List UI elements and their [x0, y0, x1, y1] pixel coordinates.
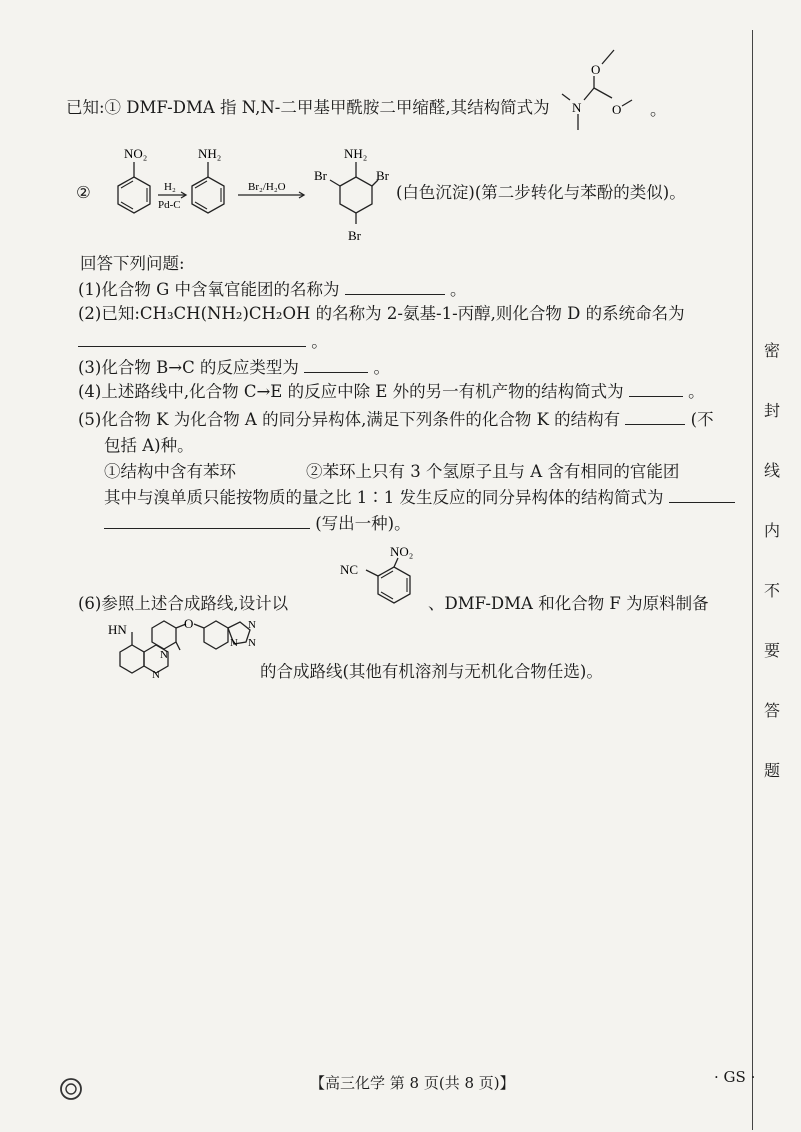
q5-text: (5)化合物 K 为化合物 A 的同分异构体,满足下列条件的化合物 K 的结构有	[78, 410, 621, 429]
question-2-line-2	[78, 332, 328, 352]
tribromo-br-left: Br	[314, 168, 327, 183]
margin-char-7: 答	[764, 701, 781, 720]
reagent-h2: H₂	[164, 181, 176, 193]
tribromo-br-bottom: Br	[348, 228, 361, 243]
q6-target-n2: N	[152, 669, 160, 681]
q6-target-n3: N	[230, 637, 238, 649]
q5-line-4	[104, 488, 735, 508]
question-5	[78, 410, 714, 430]
q6-text-b: 、DMF-DMA 和化合物 F 为原料制备	[428, 594, 709, 613]
q2-end: 。	[311, 332, 328, 351]
margin-char-5: 不	[764, 581, 781, 600]
q1-text: (1)化合物 G 中含氧官能团的名称为	[78, 280, 340, 299]
q5-line-2: 包括 A)种。	[104, 436, 194, 455]
page-footer: 【高三化学 第 8 页(共 8 页)】	[310, 1074, 515, 1092]
q6-target-n1: N	[160, 649, 168, 661]
known-text: 已知:① DMF-DMA 指 N,N-二甲基甲酰胺二甲缩醛,其结构简式为	[66, 98, 550, 117]
q6-text-a: (6)参照上述合成路线,设计以	[78, 594, 289, 613]
dmfdma-o-right: O	[612, 102, 622, 117]
rxn2-note: (白色沉淀)(第二步转化与苯酚的类似)。	[396, 183, 686, 202]
amine-group-label: NH₂	[198, 146, 222, 161]
q6-target-molecule	[100, 614, 280, 694]
question-4	[78, 382, 705, 402]
rxn2-index: ②	[76, 183, 91, 202]
q6-target-n5: N	[248, 637, 256, 649]
q5-count-blank[interactable]	[625, 410, 685, 425]
q5-condition-2: ②苯环上只有 3 个氢原子且与 A 含有相同的官能团	[306, 462, 680, 481]
answer-header: 回答下列问题:	[80, 254, 185, 273]
q6-start-nc: NC	[340, 562, 359, 577]
known-line-1-end: 。	[650, 100, 667, 119]
tribromo-nh2: NH₂	[344, 146, 368, 161]
margin-char-2: 封	[764, 401, 781, 420]
q5-line-5-end: (写出一种)。	[315, 514, 411, 533]
q4-text: (4)上述路线中,化合物 C→E 的反应中除 E 外的另一有机产物的结构简式为	[78, 382, 624, 401]
margin-char-1: 密	[764, 341, 781, 360]
question-1	[78, 280, 467, 300]
q4-answer-blank[interactable]	[629, 382, 683, 397]
q5-structure-blank-2[interactable]	[104, 514, 310, 529]
question-3	[78, 358, 390, 378]
dmfdma-n: N	[572, 100, 582, 115]
q1-end: 。	[450, 280, 467, 299]
question-2	[78, 304, 685, 324]
q3-end: 。	[373, 358, 390, 377]
reaction-2-scheme	[96, 140, 389, 250]
q5-line-5	[104, 514, 411, 534]
margin-char-4: 内	[764, 521, 781, 540]
q5-condition-1: ①结构中含有苯环	[104, 462, 236, 481]
margin-char-3: 线	[764, 461, 781, 480]
q2-answer-blank[interactable]	[78, 332, 306, 347]
seal-icon	[58, 1076, 84, 1102]
dmfdma-o-top: O	[591, 62, 601, 77]
reagent-br2: Br₂/H₂O	[248, 181, 286, 193]
q6-starting-material	[336, 544, 436, 624]
tribromo-br-right: Br	[376, 168, 389, 183]
dmfdma-structure	[548, 42, 648, 138]
q6-start-no2: NO₂	[390, 544, 414, 559]
q5-text-after: (不	[690, 410, 714, 429]
q6-target-o: O	[184, 616, 194, 631]
margin-char-6: 要	[764, 641, 781, 660]
q3-text: (3)化合物 B→C 的反应类型为	[78, 358, 299, 377]
q4-end: 。	[688, 382, 705, 401]
q6-target-n4: N	[248, 619, 256, 631]
q3-answer-blank[interactable]	[304, 358, 368, 373]
known-line-1	[66, 98, 550, 118]
q5-structure-blank-1[interactable]	[669, 488, 735, 503]
q2-text: (2)已知:CH₃CH(NH₂)CH₂OH 的名称为 2-氨基-1-丙醇,则化合物 D 的系统命名为	[78, 304, 685, 323]
q6-text-c: 的合成路线(其他有机溶剂与无机化合物任选)。	[260, 662, 603, 681]
q1-answer-blank[interactable]	[345, 280, 445, 295]
reagent-pdc: Pd-C	[158, 199, 181, 211]
margin-char-8: 题	[764, 761, 781, 780]
corner-mark: · GS ·	[714, 1068, 756, 1086]
q5-line-4-text: 其中与溴单质只能按物质的量之比 1∶1 发生反应的同分异构体的结构简式为	[104, 488, 664, 507]
q6-target-hn: HN	[108, 622, 127, 637]
nitro-group-label: NO₂	[124, 146, 148, 161]
